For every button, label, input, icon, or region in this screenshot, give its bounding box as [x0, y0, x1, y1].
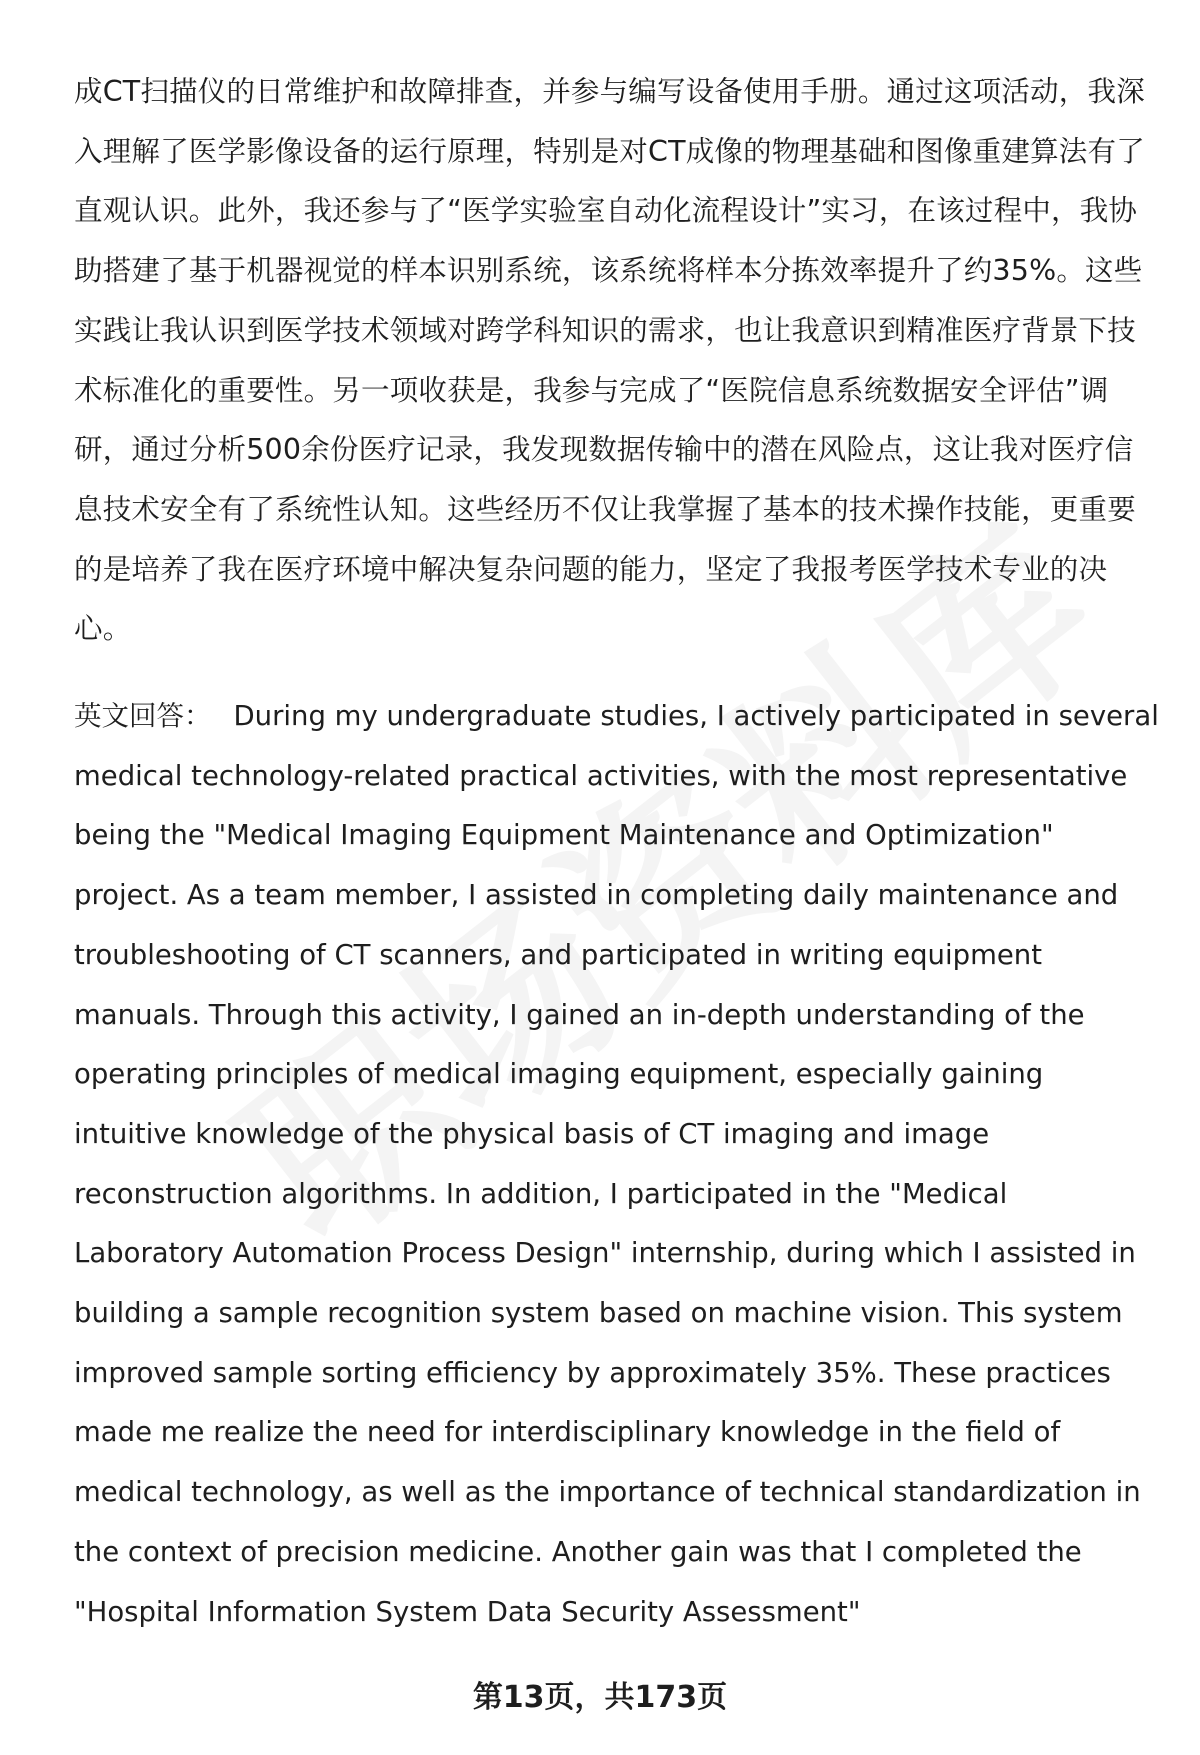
english-answer-label: 英文回答：	[74, 700, 212, 733]
english-answer-paragraph	[74, 687, 1160, 1642]
chinese-paragraph: 成CT扫描仪的日常维护和故障排查，并参与编写设备使用手册。通过这项活动，我深入理解了医学影像设备的运行原理，特别是对CT成像的物理基础和图像重建算法有了直观认识。此外，我还参与了“医学实验室自动化流程设计”实习，在该过程中，我协助搭建了基于机器视觉的样本识别系统，该系统将样本分拣效率提升了约35%。这些实践让我认识到医学技术领域对跨学科知识的需求，也让我意识到精准医疗背景下技术标准化的重要性。另一项收获是，我参与完成了“医院信息系统数据安全评估”调研，通过分析500余份医疗记录，我发现数据传输中的潜在风险点，这让我对医疗信息技术安全有了系统性认知。这些经历不仅让我掌握了基本的技术操作技能，更重要的是培养了我在医疗环境中解决复杂问题的能力，坚定了我报考医学技术专业的决心。	[74, 75, 1145, 646]
english-answer-text: During my undergraduate studies, I actively participated in several medical technology-related practical activities, with the most representative being the "Medical Imaging Equipment Maintenance and Optimization" project. As a team member, I assisted in completing daily maintenance and troubleshooting of CT scanners, and participated in writing equipment manuals. Through this activity, I gained an in-depth understanding of the operating principles of medical imaging equipment, especially gaining intuitive knowledge of the physical basis of CT imaging and image reconstruction algorithms. In addition, I participated in the "Medical Laboratory Automation Process Design" internship, during which I assisted in building a sample recognition system based on machine vision. This system improved sample sorting efficiency by approximately 35%. These practices made me realize the need for interdisciplinary knowledge in the field of medical technology, as well as the importance of technical standardization in the context of precision medicine. Another gain was that I completed the "Hospital Information System Data Security Assessment"	[74, 700, 1159, 1628]
page-content	[74, 62, 1160, 1642]
page-number: 第13页，共173页	[472, 1680, 728, 1715]
